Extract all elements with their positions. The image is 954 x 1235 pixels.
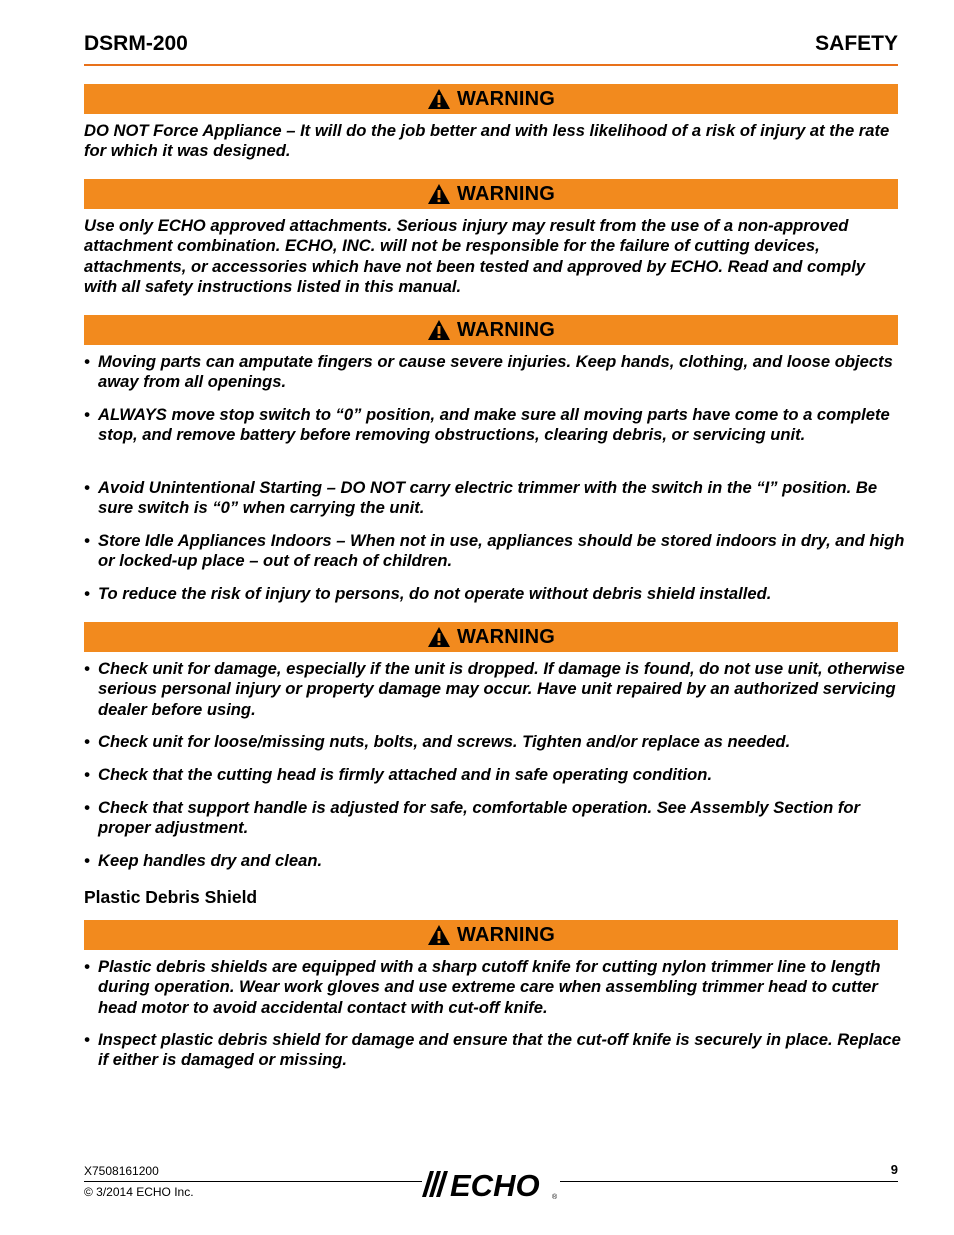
- list-item: [84, 1030, 910, 1071]
- warning-triangle-icon: [427, 88, 451, 110]
- warning-text: Use only ECHO approved attachments. Serious injury may result from the use of a non-approved attachment combination. ECHO, INC. will not be responsible for the failure of cutting devices, attachments, or accessories which have not been tested and approved by ECHO. Read and comply with all safety instructions listed in this manual.: [84, 216, 866, 296]
- warning-triangle-icon: [427, 626, 451, 648]
- warning-label: WARNING: [456, 87, 556, 110]
- list-item-text: Keep handles dry and clean.: [98, 851, 323, 870]
- list-item: [84, 851, 910, 871]
- list-item-text: Avoid Unintentional Starting – DO NOT carry electric trimmer with the switch in the “I” position. Be sure switch is “0” when carrying the unit.: [98, 478, 878, 518]
- copyright: © 3/2014 ECHO Inc.: [84, 1185, 194, 1199]
- warning-banner: [84, 622, 898, 652]
- bullet-marker: •: [84, 352, 90, 371]
- list-item-text: To reduce the risk of injury to persons, do not operate without debris shield installed.: [98, 584, 772, 603]
- list-item: [84, 531, 910, 572]
- warning-label: WARNING: [456, 182, 556, 205]
- list-item: [84, 765, 910, 785]
- logo-wordmark: ECHO: [450, 1168, 540, 1201]
- header-rule: [84, 64, 898, 66]
- list-item-text: Inspect plastic debris shield for damage and ensure that the cut-off knife is securely in place. Replace if either is damaged or missing.: [98, 1030, 901, 1070]
- list-item: [84, 405, 910, 446]
- bullet-marker: •: [84, 1030, 90, 1049]
- list-item-text: Check unit for damage, especially if the unit is dropped. If damage is found, do not use unit, otherwise serious personal injury or property damage may occur. Have unit repaired by an authorized servicing dealer before using.: [98, 659, 905, 719]
- page-footer: [84, 1160, 898, 1210]
- list-item-text: ALWAYS move stop switch to “0” position, and make sure all moving parts have come to a complete stop, and remove battery before removing obstructions, clearing debris, or servicing unit.: [98, 405, 890, 445]
- bullet-marker: •: [84, 765, 90, 784]
- list-item-text: Store Idle Appliances Indoors – When not in use, appliances should be stored indoors in dry, and high or locked-up place – out of reach of children.: [98, 531, 905, 571]
- warning-triangle-icon: [427, 183, 451, 205]
- section-title: SAFETY: [815, 32, 898, 55]
- list-item: [84, 478, 910, 519]
- warning-label: WARNING: [456, 625, 556, 648]
- bullet-marker: •: [84, 659, 90, 678]
- bullet-marker: •: [84, 851, 90, 870]
- footer-rule: [560, 1181, 898, 1182]
- warning-banner: [84, 315, 898, 345]
- list-item-text: Moving parts can amputate fingers or cause severe injuries. Keep hands, clothing, and loose objects away from all openings.: [98, 352, 893, 392]
- model-name: DSRM-200: [84, 32, 188, 55]
- page-header: [84, 30, 898, 66]
- warning-label: WARNING: [456, 923, 556, 946]
- warning-label: WARNING: [456, 318, 556, 341]
- list-item: [84, 584, 910, 604]
- list-item-text: Check that support handle is adjusted for safe, comfortable operation. See Assembly Section for proper adjustment.: [98, 798, 860, 838]
- page-number: 9: [890, 1162, 898, 1177]
- footer-rule: [84, 1181, 422, 1182]
- bullet-marker: •: [84, 732, 90, 751]
- list-item: [84, 659, 910, 720]
- list-item: [84, 957, 910, 1018]
- list-item-text: Plastic debris shields are equipped with a sharp cutoff knife for cutting nylon trimmer line to length during operation. Wear work gloves and use extreme care when assembling trimmer head to cutter head motor to avoid accidental contact with cut-off knife.: [98, 957, 881, 1017]
- bullet-marker: •: [84, 405, 90, 424]
- warning-triangle-icon: [427, 319, 451, 341]
- bullet-marker: •: [84, 798, 90, 817]
- warning-text: DO NOT Force Appliance – It will do the job better and with less likelihood of a risk of injury at the rate for which it was designed.: [84, 121, 890, 161]
- list-item: [84, 732, 910, 752]
- bullet-marker: •: [84, 478, 90, 497]
- bullet-marker: •: [84, 957, 90, 976]
- warning-banner: [84, 84, 898, 114]
- bullet-marker: •: [84, 584, 90, 603]
- bullet-marker: •: [84, 531, 90, 550]
- list-item-text: Check that the cutting head is firmly attached and in safe operating condition.: [98, 765, 713, 784]
- list-item: [84, 352, 910, 393]
- warning-triangle-icon: [427, 924, 451, 946]
- warning-banner: [84, 920, 898, 950]
- echo-logo: [420, 1165, 562, 1201]
- list-item: [84, 798, 910, 839]
- warning-banner: [84, 179, 898, 209]
- document-number: X7508161200: [84, 1164, 159, 1178]
- section-subheading: Plastic Debris Shield: [84, 887, 258, 907]
- list-item-text: Check unit for loose/missing nuts, bolts, and screws. Tighten and/or replace as needed.: [98, 732, 791, 751]
- svg-text:®: ®: [552, 1194, 558, 1201]
